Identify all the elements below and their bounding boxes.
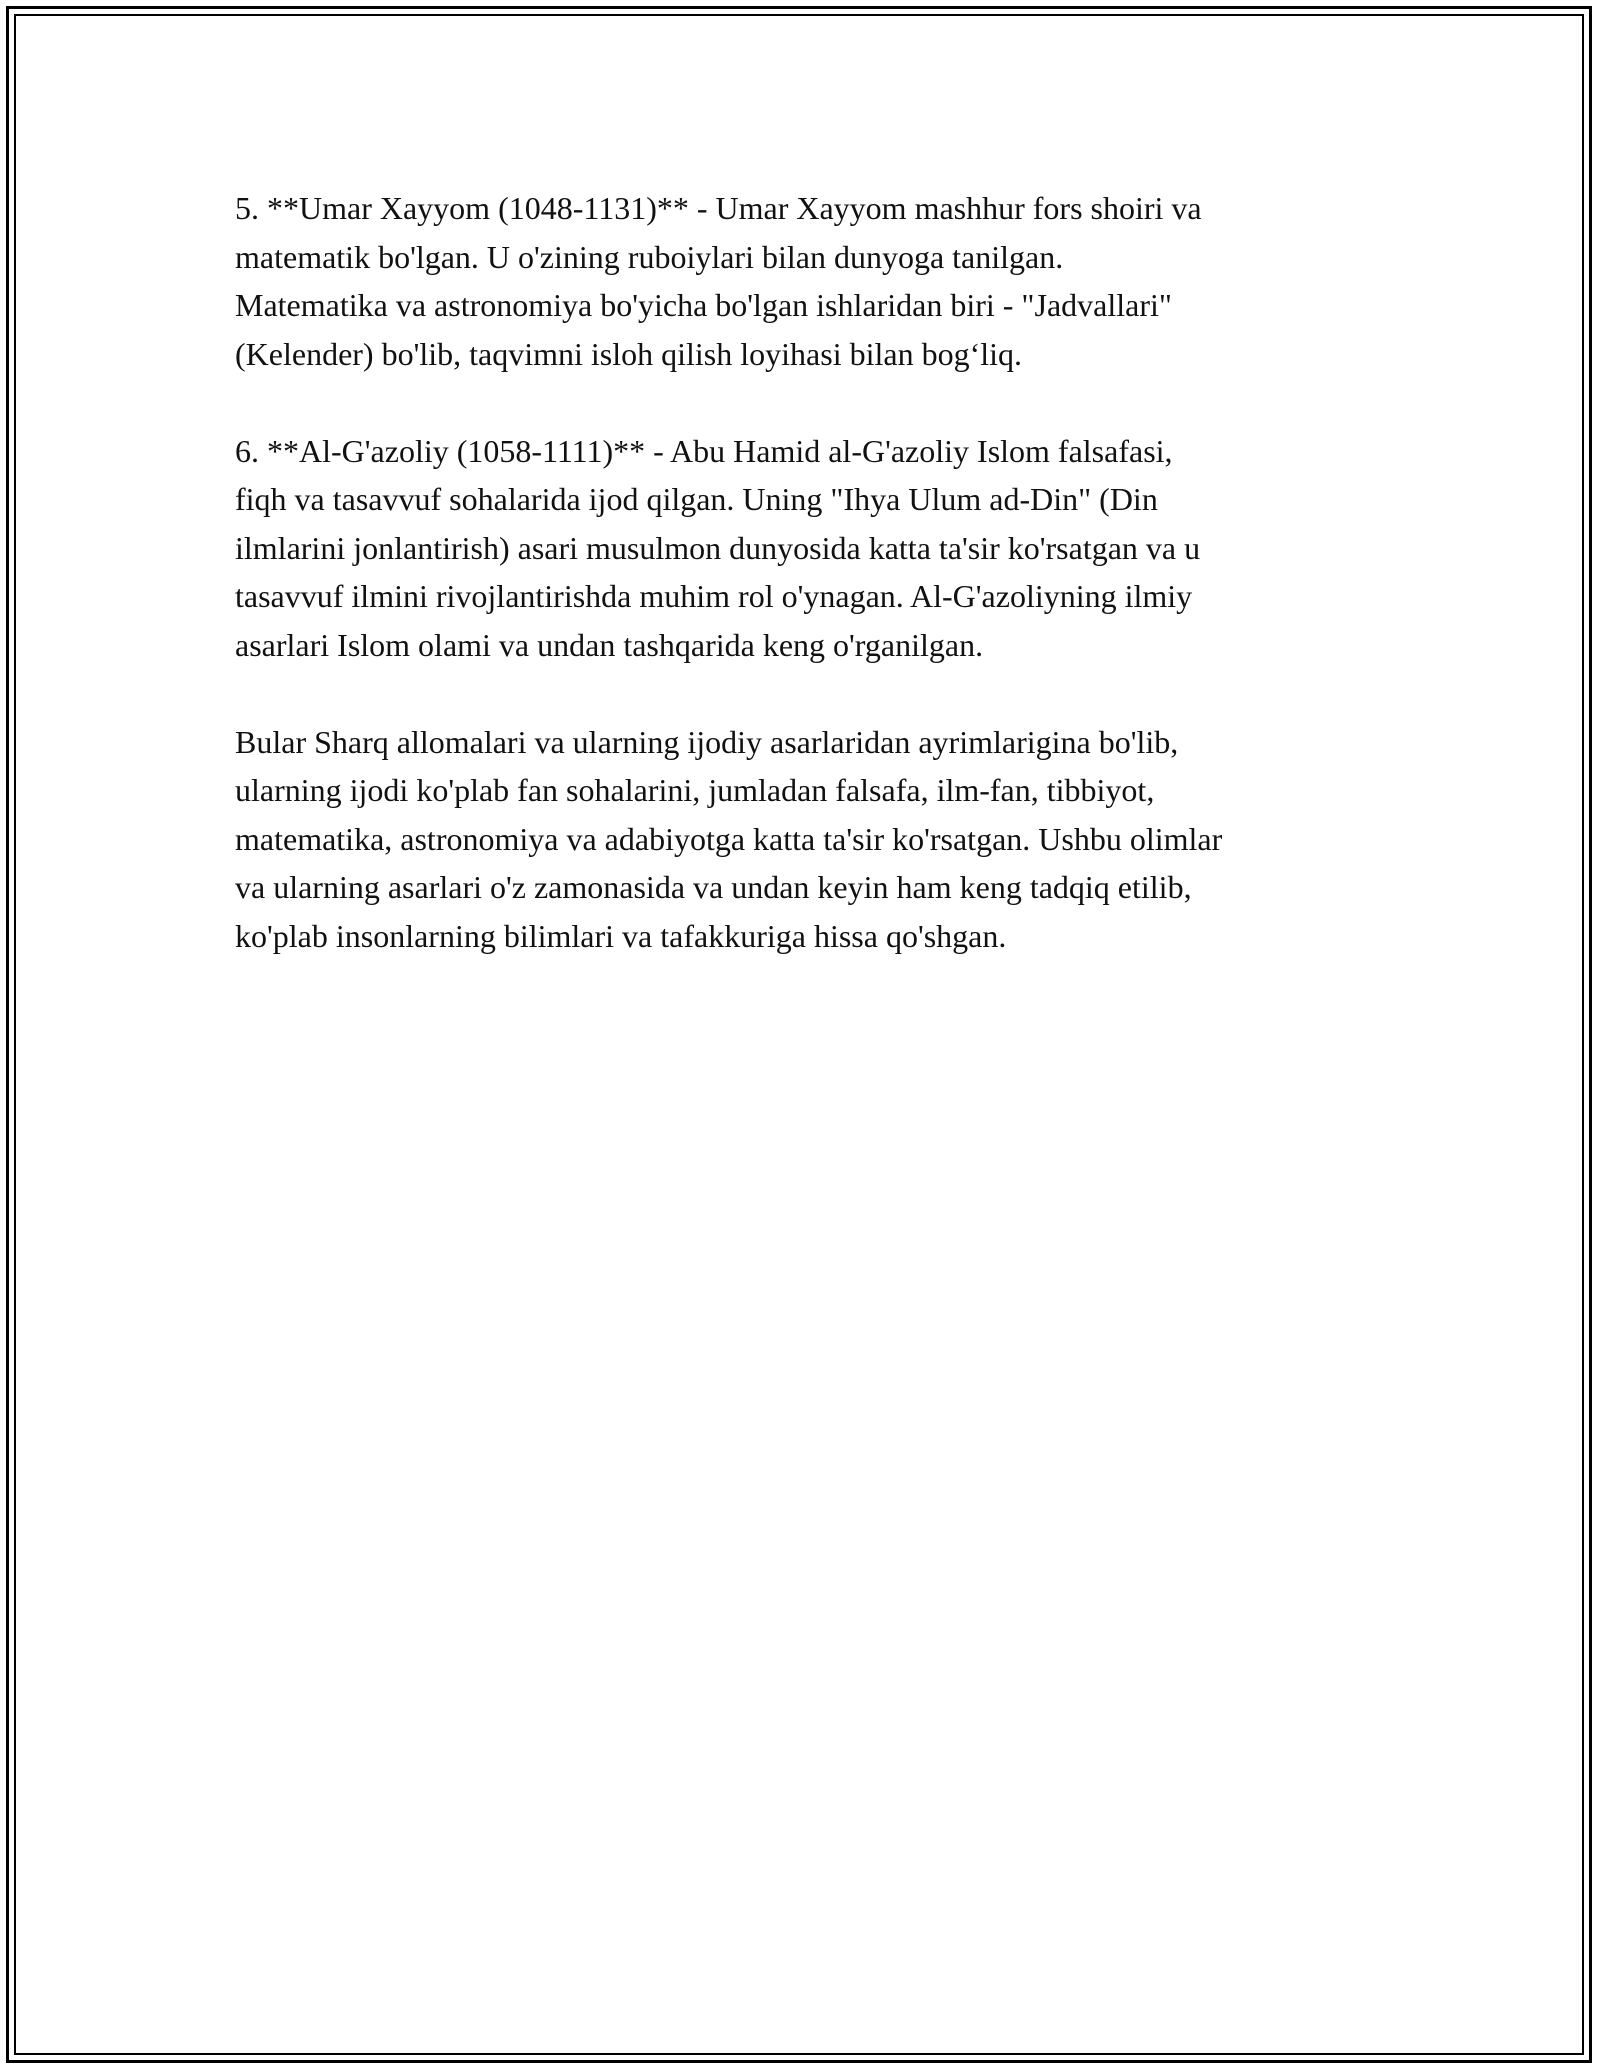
paragraph-umar-xayyom: 5. **Umar Xayyom (1048-1131)** - Umar Xayyom mashhur fors shoiri va matematik bo'lgan. U o'zining ruboiylari bilan dunyoga tanilgan. Matematika va astronomiya bo'yicha bo'lgan ishlaridan biri - "Jadvallari" (Kelender) bo'lib, taqvimni isloh qilish loyihasi bilan bog‘liq. (235, 190, 1202, 372)
paragraph-al-gazoliy: 6. **Al-G'azoliy (1058-1111)** - Abu Hamid al-G'azoliy Islom falsafasi, fiqh va tasavvuf sohalarida ijod qilgan. Uning "Ihya Ulum ad-Din" (Din ilmlarini jonlantirish) asari musulmon dunyosida katta ta'sir ko'rsatgan va u tasavvuf ilmini rivojlantirishda muhim rol o'ynagan. Al-G'azoliyning ilmiy asarlari Islom olami va undan tashqarida keng o'rganilgan. (235, 432, 1201, 663)
document-body (235, 184, 1385, 1009)
paragraph-conclusion: Bular Sharq allomalari va ularning ijodiy asarlaridan ayrimlarigina bo'lib, ularning ijodi ko'plab fan sohalarini, jumladan falsafa, ilm-fan, tibbiyot, matematika, astronomiya va adabiyotga katta ta'sir ko'rsatgan. Ushbu olimlar va ularning asarlari o'z zamonasida va undan keyin ham keng tadqiq etilib, ko'plab insonlarning bilimlari va tafakkuriga hissa qo'shgan. (235, 723, 1223, 954)
